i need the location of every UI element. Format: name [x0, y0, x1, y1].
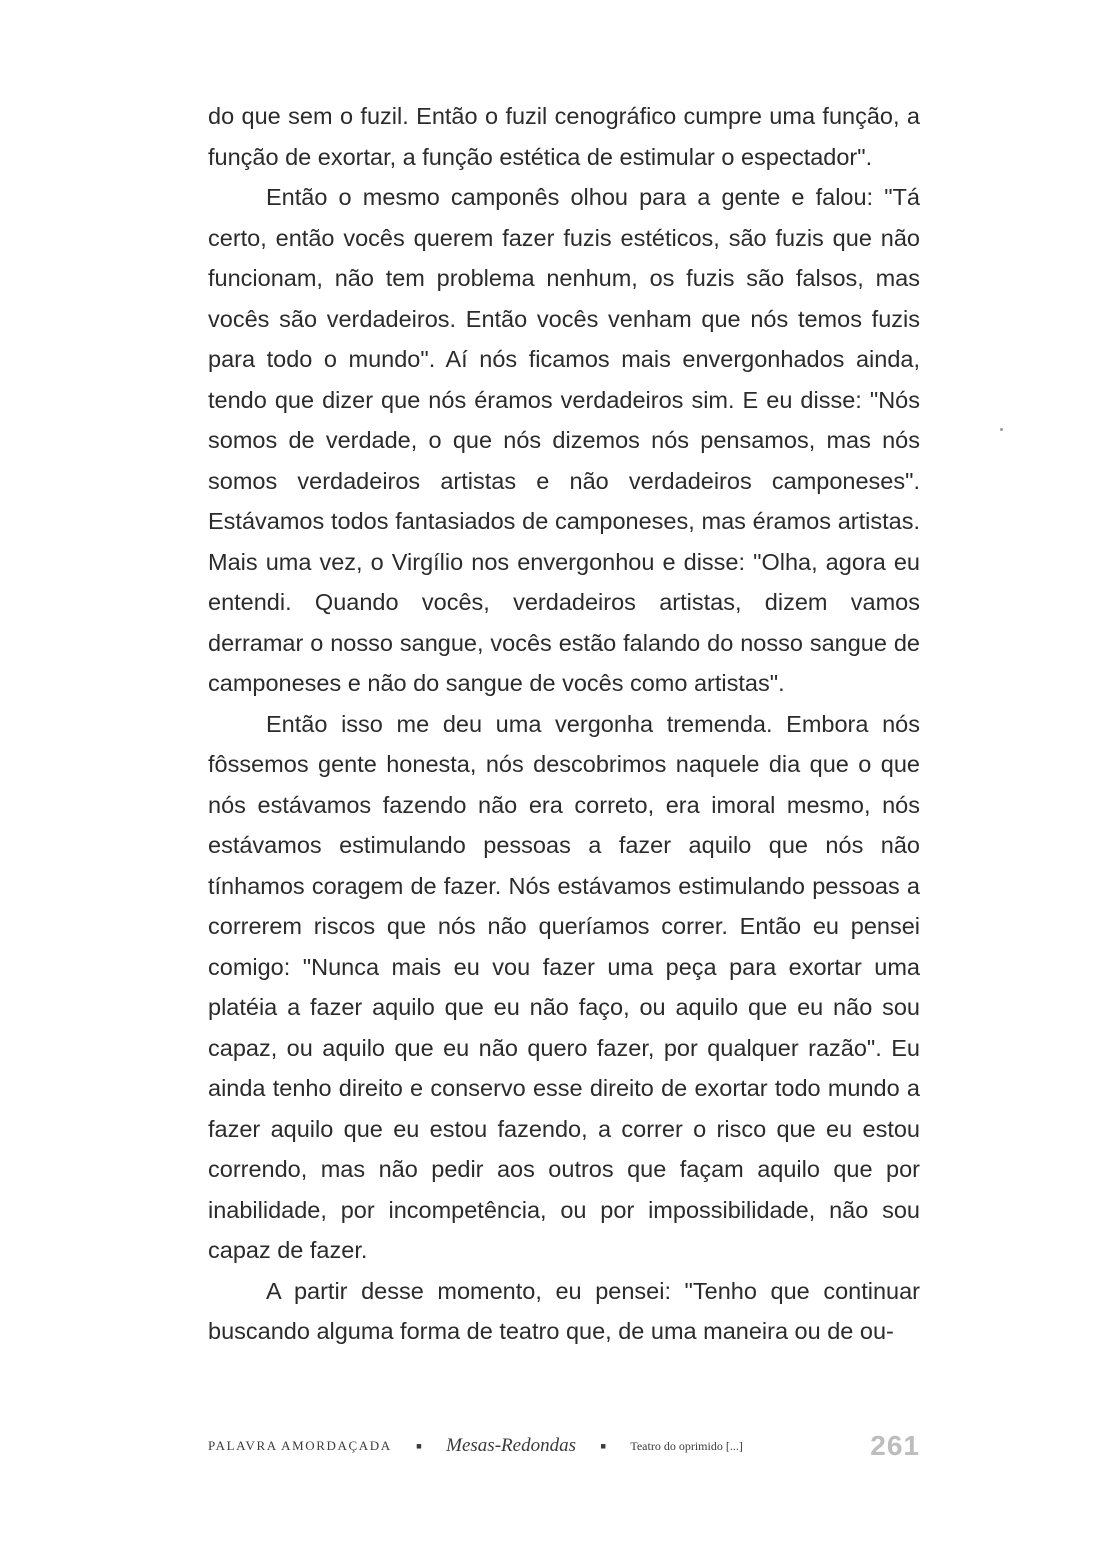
body-text: [208, 96, 920, 1352]
paragraph-continuation: do que sem o fuzil. Então o fuzil cenográfico cumpre uma função, a função de exortar, a função estética de estimular o espectador".: [208, 103, 920, 170]
footer-book-title: PALAVRA AMORDAÇADA: [208, 1438, 392, 1453]
footer-chapter-title: Teatro do oprimido [...]: [630, 1438, 743, 1453]
footer-separator-icon: ▪: [415, 1436, 423, 1456]
paragraph: A partir desse momento, eu pensei: "Tenho que continuar buscando alguma forma de teatro que, de uma maneira ou de ou-: [208, 1277, 920, 1344]
page-number: 261: [870, 1430, 920, 1461]
scan-speck: [1000, 428, 1003, 431]
footer-separator-icon: ▪: [599, 1436, 607, 1456]
paragraph: Então o mesmo camponês olhou para a gente e falou: "Tá certo, então vocês querem fazer fuzis estéticos, são fuzis que não funcionam, não tem problema nenhum, os fuzis são falsos, mas vocês são verdadeiros. Então vocês venham que nós temos fuzis para todo o mundo". Aí nós ficamos mais envergonhados ainda, tendo que dizer que nós éramos verdadeiros sim. E eu disse: "Nós somos de verdade, o que nós dizemos nós pensamos, mas nós somos verdadeiros artistas e não verdadeiros camponeses". Estávamos todos fantasiados de camponeses, mas éramos artistas. Mais uma vez, o Virgílio nos envergonhou e disse: "Olha, agora eu entendi. Quando vocês, verdadeiros artistas, dizem vamos derramar o nosso sangue, vocês estão falando do nosso sangue de camponeses e não do sangue de vocês como artistas".: [208, 184, 920, 696]
footer-section-title: Mesas-Redondas: [446, 1435, 576, 1456]
page-footer: [208, 1426, 920, 1466]
paragraph: Então isso me deu uma vergonha tremenda. Embora nós fôssemos gente honesta, nós descobrimos naquele dia que o que nós estávamos fazendo não era correto, era imoral mesmo, nós estávamos estimulando pessoas a fazer aquilo que nós não tínhamos coragem de fazer. Nós estávamos estimulando pessoas a correrem riscos que nós não queríamos correr. Então eu pensei comigo: "Nunca mais eu vou fazer uma peça para exortar uma platéia a fazer aquilo que eu não faço, ou aquilo que eu não sou capaz, ou aquilo que eu não quero fazer, por qualquer razão". Eu ainda tenho direito e conservo esse direito de exortar todo mundo a fazer aquilo que eu estou fazendo, a correr o risco que eu estou correndo, mas não pedir aos outros que façam aquilo que por inabilidade, por incompetência, ou por impossibilidade, não sou capaz de fazer.: [208, 710, 920, 1263]
